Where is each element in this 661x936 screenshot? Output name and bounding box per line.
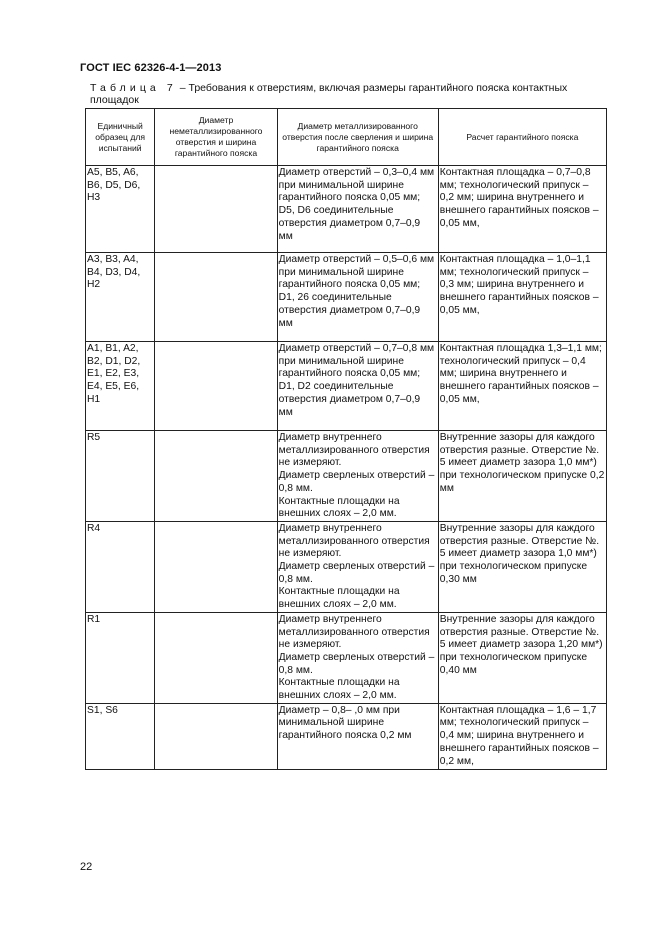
cell-calculation: Внутренние зазоры для каждого отверстия разные. Отверстие №. 5 имеет диаметр зазора 1,20 мм*) при технологическом припуске 0,40 мм [438, 612, 606, 703]
cell-calculation: Контактная площадка 1,3–1,1 мм; технологический припуск – 0,4 мм; ширина внутреннего и внешнего гарантийных поясков – 0,05 мм, [438, 342, 606, 431]
cell-specimen: A1, B1, A2, B2, D1, D2, E1, E2, E3, E4, E5, E6, H1 [86, 342, 155, 431]
table-row [86, 431, 607, 522]
table-row [86, 166, 607, 253]
table-row [86, 253, 607, 342]
table-row [86, 521, 607, 612]
cell-non-plated [155, 253, 277, 342]
cell-specimen: R5 [86, 431, 155, 522]
cell-calculation: Контактная площадка – 1,0–1,1 мм; технологический припуск – 0,3 мм; ширина внутреннего и внешнего гарантийных поясков – 0,05 мм, [438, 253, 606, 342]
table-header-row [86, 109, 607, 166]
column-header-specimen: Единичный образец для испытаний [86, 109, 155, 166]
table-caption [90, 82, 590, 106]
cell-specimen: R4 [86, 521, 155, 612]
cell-non-plated [155, 612, 277, 703]
cell-non-plated [155, 342, 277, 431]
cell-plated: Диаметр внутреннего металлизированного отверстия не измеряют. Диаметр сверленых отверстий – 0,8 мм. Контактные площадки на внешних слоях – 2,0 мм. [277, 521, 438, 612]
cell-plated: Диаметр отверстий – 0,3–0,4 мм при минимальной ширине гарантийного пояска 0,05 мм; D5, D6 соединительные отверстия диаметром 0,7–0,9 мм [277, 166, 438, 253]
cell-plated: Диаметр отверстий – 0,7–0,8 мм при минимальной ширине гарантийного пояска 0,05 мм; D1, D2 соединительные отверстия диаметром 0,7–0,9 мм [277, 342, 438, 431]
cell-non-plated [155, 431, 277, 522]
cell-non-plated [155, 703, 277, 769]
cell-calculation: Контактная площадка – 1,6 – 1,7 мм; технологический припуск – 0,4 мм; ширина внутреннего и внешнего гарантийных поясков – 0,2 мм, [438, 703, 606, 769]
cell-plated: Диаметр – 0,8– ,0 мм при минимальной ширине гарантийного пояска 0,2 мм [277, 703, 438, 769]
cell-specimen: R1 [86, 612, 155, 703]
table-caption-text: – Требования к отверстиям, включая размеры гарантийного пояска контактных площадок [90, 82, 568, 106]
requirements-table [85, 108, 607, 770]
document-header: ГОСТ IEC 62326-4-1—2013 [80, 62, 222, 74]
cell-calculation: Внутренние зазоры для каждого отверстия разные. Отверстие №. 5 имеет диаметр зазора 1,0 мм*) при технологическом припуске 0,2 мм [438, 431, 606, 522]
cell-non-plated [155, 521, 277, 612]
cell-plated: Диаметр внутреннего металлизированного отверстия не измеряют. Диаметр сверленых отверстий – 0,8 мм. Контактные площадки на внешних слоях – 2,0 мм. [277, 431, 438, 522]
page-number: 22 [80, 861, 93, 873]
cell-plated: Диаметр внутреннего металлизированного отверстия не измеряют. Диаметр сверленых отверстий – 0,8 мм. Контактные площадки на внешних слоях – 2,0 мм. [277, 612, 438, 703]
table-row [86, 703, 607, 769]
cell-specimen: S1, S6 [86, 703, 155, 769]
table-caption-label: Таблица 7 [90, 82, 177, 94]
table-row [86, 342, 607, 431]
cell-non-plated [155, 166, 277, 253]
column-header-calculation: Расчет гарантийного пояска [438, 109, 606, 166]
cell-plated: Диаметр отверстий – 0,5–0,6 мм при минимальной ширине гарантийного пояска 0,05 мм; D1, 26 соединительные отверстия диаметром 0,7–0,9 мм [277, 253, 438, 342]
column-header-non-plated: Диаметр неметаллизированного отверстия и ширина гарантийного пояска [155, 109, 277, 166]
table-row [86, 612, 607, 703]
column-header-plated: Диаметр металлизированного отверстия после сверления и ширина гарантийного пояска [277, 109, 438, 166]
cell-specimen: A3, B3, A4, B4, D3, D4, H2 [86, 253, 155, 342]
cell-specimen: A5, B5, A6, B6, D5, D6, H3 [86, 166, 155, 253]
cell-calculation: Контактная площадка – 0,7–0,8 мм; технологический припуск – 0,2 мм; ширина внутреннего и внешнего гарантийных поясков – 0,05 мм, [438, 166, 606, 253]
cell-calculation: Внутренние зазоры для каждого отверстия разные. Отверстие №. 5 имеет диаметр зазора 1,0 мм*) при технологическом припуске 0,30 мм [438, 521, 606, 612]
